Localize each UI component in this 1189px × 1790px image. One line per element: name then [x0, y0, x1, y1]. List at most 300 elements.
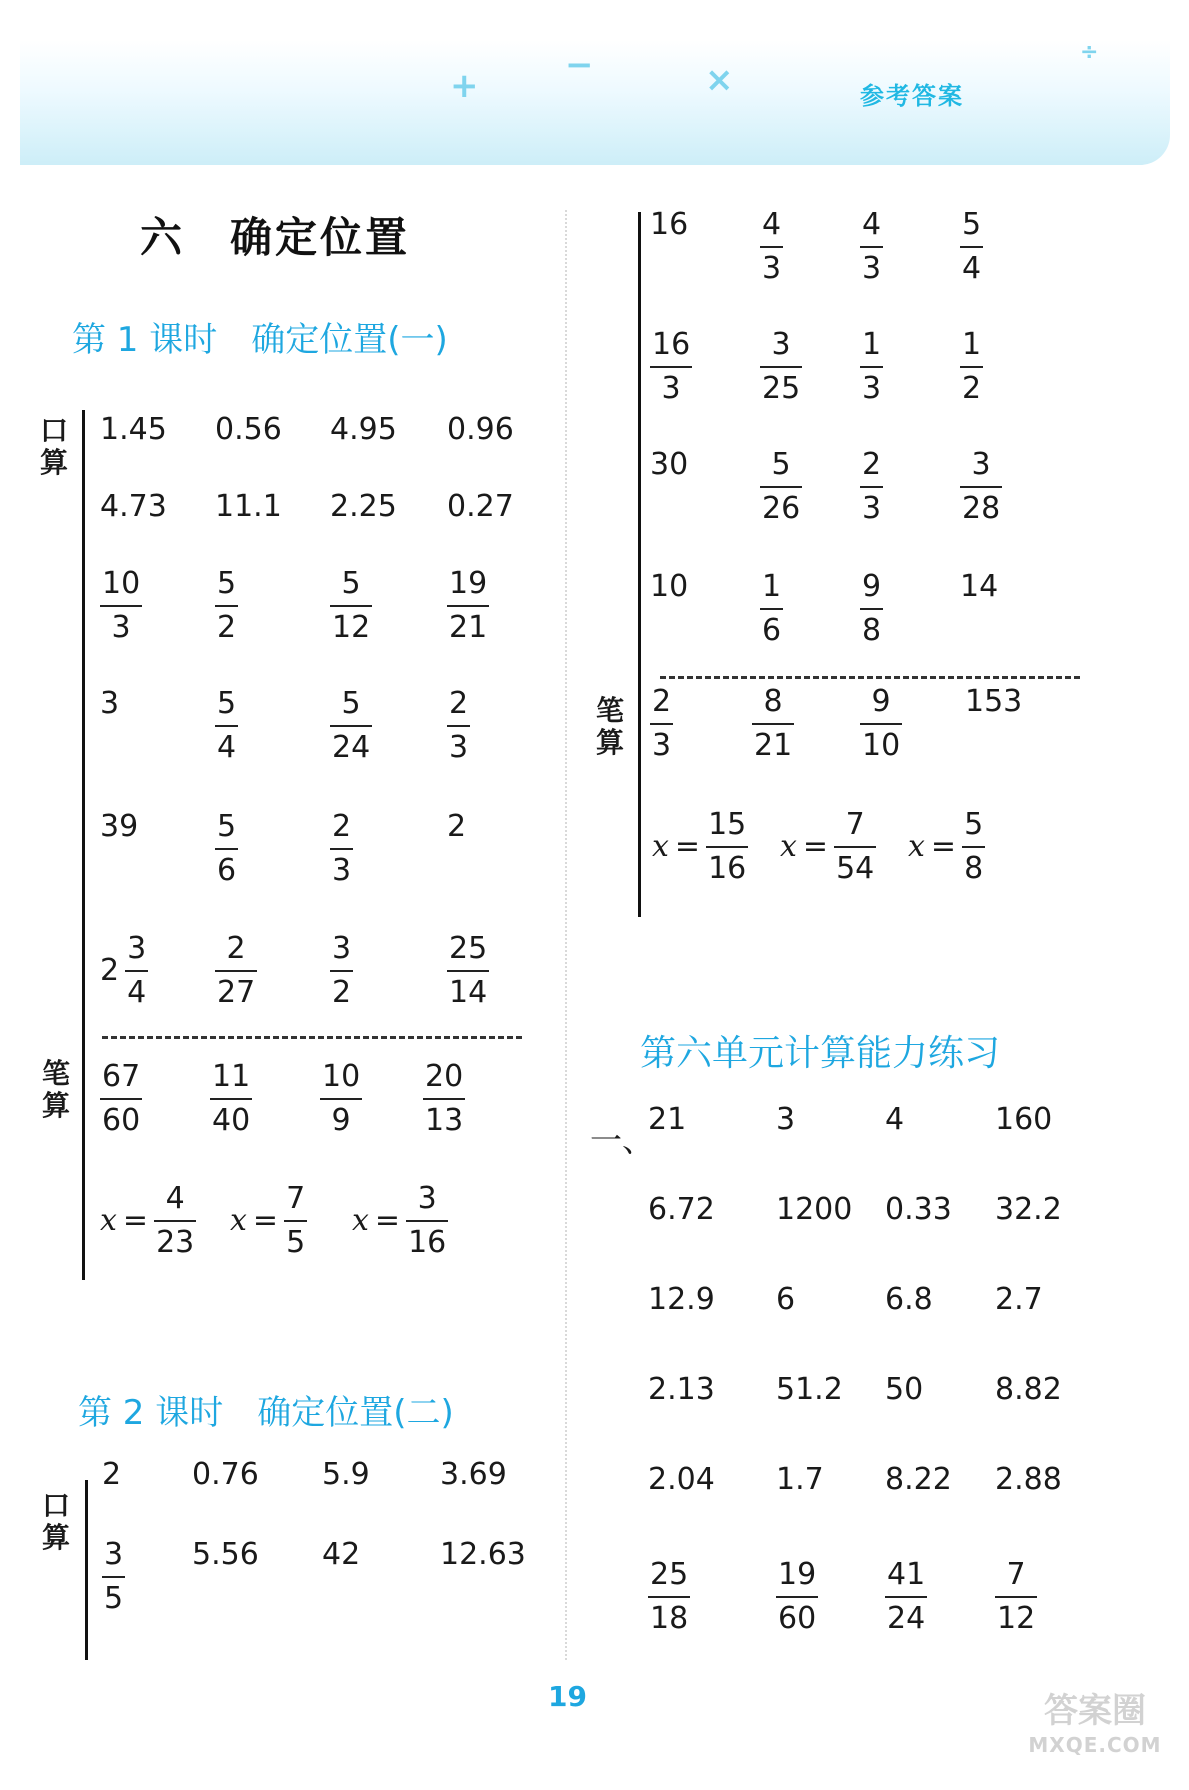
fraction	[860, 328, 883, 406]
fraction-bar	[962, 846, 985, 848]
header-banner	[20, 40, 1170, 165]
answer-cell	[776, 1558, 818, 1636]
denominator: 60	[778, 1601, 817, 1636]
fraction-bar	[102, 1576, 125, 1578]
answer-value: 12.63	[440, 1537, 526, 1572]
numerator: 3	[104, 1537, 124, 1572]
fraction-bar	[215, 848, 238, 850]
header-label: 参考答案	[860, 82, 964, 110]
answer-cell	[885, 1283, 933, 1317]
lesson-1-dash	[102, 1036, 522, 1039]
answer-value: 1200	[776, 1192, 853, 1227]
answer-cell	[885, 1558, 927, 1636]
numerator: 2	[652, 684, 672, 719]
fraction-bar	[860, 366, 883, 368]
numerator: 19	[778, 1557, 817, 1592]
answer-value: 10	[650, 569, 689, 604]
answer-cell	[648, 1558, 690, 1636]
answer-value: 2.88	[995, 1462, 1062, 1497]
denominator: 3	[332, 853, 352, 888]
answer-cell	[885, 1103, 904, 1137]
numerator: 5	[341, 686, 361, 721]
numerator: 8	[763, 684, 783, 719]
answer-value: 0.96	[447, 412, 514, 447]
fraction	[885, 1558, 927, 1636]
page-number: 19	[548, 1680, 587, 1713]
answer-cell	[215, 567, 238, 645]
answer-cell	[650, 208, 688, 242]
numerator: 11	[212, 1059, 251, 1094]
plus-icon: +	[450, 66, 479, 106]
numerator: 7	[286, 1181, 306, 1216]
equation-answer	[100, 1182, 196, 1260]
answer-value: 8.82	[995, 1372, 1062, 1407]
answer-cell	[648, 1373, 715, 1407]
mixed-number	[100, 932, 148, 1010]
answer-cell	[648, 1193, 715, 1227]
denominator: 12	[332, 610, 371, 645]
denominator: 25	[762, 371, 801, 406]
fraction	[215, 932, 257, 1010]
numerator: 7	[845, 807, 865, 842]
numerator: 19	[449, 566, 488, 601]
answer-value: 50	[885, 1372, 924, 1407]
fraction-bar	[125, 970, 148, 972]
watermark-logo	[1020, 1690, 1170, 1782]
answer-value: 2.13	[648, 1372, 715, 1407]
fraction	[960, 328, 983, 406]
answer-cell	[215, 413, 282, 447]
numerator: 41	[887, 1557, 926, 1592]
answer-cell	[423, 1060, 465, 1138]
equation-answer	[780, 808, 876, 886]
fraction-bar	[330, 605, 372, 607]
denominator: 8	[862, 613, 882, 648]
numerator: 4	[165, 1181, 185, 1216]
answer-value: 0.56	[215, 412, 282, 447]
answer-value: 1.7	[776, 1462, 824, 1497]
variable: x	[908, 829, 925, 864]
answer-cell	[100, 1060, 142, 1138]
fraction-bar	[650, 366, 692, 368]
denominator: 3	[661, 371, 681, 406]
fraction-bar	[960, 366, 983, 368]
answer-cell	[100, 490, 167, 524]
denominator: 21	[449, 610, 488, 645]
answer-value: 11.1	[215, 489, 282, 524]
fraction	[330, 687, 372, 765]
fraction	[860, 448, 883, 526]
fraction-bar	[860, 723, 902, 725]
fraction-bar	[760, 486, 802, 488]
answer-value: 0.33	[885, 1192, 952, 1227]
fraction	[406, 1182, 448, 1260]
numerator: 3	[127, 931, 147, 966]
fraction-bar	[995, 1596, 1037, 1598]
fraction	[330, 810, 353, 888]
denominator: 3	[111, 610, 131, 645]
fraction	[330, 567, 372, 645]
right-rule	[638, 212, 641, 917]
answer-value: 6.8	[885, 1282, 933, 1317]
fraction	[860, 685, 902, 763]
fraction-bar	[215, 605, 238, 607]
answer-cell	[230, 1182, 307, 1260]
written-label: 笔算	[595, 694, 624, 759]
denominator: 6	[217, 853, 237, 888]
denominator: 18	[650, 1601, 689, 1636]
fraction-bar	[776, 1596, 818, 1598]
answer-value: 5.56	[192, 1537, 259, 1572]
fraction	[650, 685, 673, 763]
fraction	[154, 1182, 196, 1260]
fraction-bar	[215, 970, 257, 972]
answer-cell	[860, 685, 902, 763]
fraction	[706, 808, 748, 886]
numerator: 5	[217, 566, 237, 601]
right-dash	[660, 676, 1080, 679]
fraction	[752, 685, 794, 763]
denominator: 8	[964, 851, 984, 886]
denominator: 23	[156, 1225, 195, 1260]
answer-cell	[760, 328, 802, 406]
numerator: 16	[652, 327, 691, 362]
denominator: 2	[332, 975, 352, 1010]
numerator: 67	[102, 1059, 141, 1094]
answer-cell	[102, 1458, 121, 1492]
answer-cell	[100, 932, 148, 1010]
answer-cell	[650, 328, 692, 406]
answer-value: 4.95	[330, 412, 397, 447]
equals-sign: =	[930, 829, 957, 864]
denominator: 3	[762, 251, 782, 286]
equation-answer	[352, 1182, 448, 1260]
fraction	[860, 208, 883, 286]
denominator: 12	[997, 1601, 1036, 1636]
answer-value: 32.2	[995, 1192, 1062, 1227]
numerator: 4	[862, 207, 882, 242]
numerator: 5	[964, 807, 984, 842]
variable: x	[230, 1203, 247, 1238]
answer-cell	[776, 1373, 843, 1407]
fraction-bar	[100, 605, 142, 607]
answer-cell	[860, 328, 883, 406]
denominator: 4	[217, 730, 237, 765]
equation-answer	[908, 808, 985, 886]
fraction-bar	[320, 1098, 362, 1100]
whole-part: 2	[100, 953, 120, 988]
denominator: 4	[127, 975, 147, 1010]
equals-sign: =	[122, 1203, 149, 1238]
answer-cell	[447, 932, 489, 1010]
fraction	[760, 208, 783, 286]
fraction	[423, 1060, 465, 1138]
denominator: 27	[217, 975, 256, 1010]
answer-value: 39	[100, 809, 139, 844]
fraction-bar	[330, 970, 353, 972]
answer-cell	[885, 1193, 952, 1227]
answer-cell	[192, 1538, 259, 1572]
answer-value: 2	[102, 1457, 122, 1492]
fraction	[960, 448, 1002, 526]
denominator: 2	[962, 371, 982, 406]
answer-cell	[322, 1538, 360, 1572]
fraction	[834, 808, 876, 886]
fraction	[648, 1558, 690, 1636]
fraction-bar	[154, 1220, 196, 1222]
answer-cell	[960, 328, 983, 406]
answer-cell	[960, 448, 1002, 526]
numerator: 2	[226, 931, 246, 966]
answer-cell	[648, 1103, 686, 1137]
numerator: 3	[771, 327, 791, 362]
numerator: 2	[332, 809, 352, 844]
answer-cell	[650, 448, 688, 482]
answer-cell	[960, 570, 998, 604]
denominator: 60	[102, 1103, 141, 1138]
numerator: 9	[862, 569, 882, 604]
answer-cell	[860, 208, 883, 286]
answer-cell	[100, 687, 119, 721]
answer-cell	[215, 490, 282, 524]
answer-cell	[330, 413, 397, 447]
fraction-bar	[284, 1220, 307, 1222]
fraction-bar	[100, 1098, 142, 1100]
equals-sign: =	[374, 1203, 401, 1238]
answer-value: 2.25	[330, 489, 397, 524]
answer-cell	[102, 1538, 125, 1616]
fraction-bar	[648, 1596, 690, 1598]
oral-label: 口算	[39, 414, 68, 479]
fraction-bar	[752, 723, 794, 725]
fraction	[447, 567, 489, 645]
numerator: 5	[962, 207, 982, 242]
answer-value: 153	[965, 684, 1023, 719]
answer-cell	[330, 932, 353, 1010]
answer-cell	[995, 1373, 1062, 1407]
lesson-1-title: 第 1 课时 确定位置(一)	[72, 320, 448, 360]
answer-cell	[100, 1182, 196, 1260]
numerator: 25	[449, 931, 488, 966]
equation-answer	[230, 1182, 307, 1260]
answer-cell	[776, 1283, 795, 1317]
answer-cell	[650, 570, 688, 604]
column-divider	[565, 210, 567, 1660]
answer-cell	[320, 1060, 362, 1138]
numerator: 3	[417, 1181, 437, 1216]
written-label: 笔算	[41, 1057, 70, 1122]
fraction-bar	[760, 246, 783, 248]
fraction	[962, 808, 985, 886]
denominator: 13	[425, 1103, 464, 1138]
answer-cell	[100, 810, 138, 844]
fraction	[995, 1558, 1037, 1636]
denominator: 14	[449, 975, 488, 1010]
equation-answer	[652, 808, 748, 886]
answer-value: 12.9	[648, 1282, 715, 1317]
answer-value: 3.69	[440, 1457, 507, 1492]
fraction-bar	[834, 846, 876, 848]
fraction-bar	[960, 246, 983, 248]
fraction-bar	[760, 608, 783, 610]
fraction	[776, 1558, 818, 1636]
numerator: 1	[762, 569, 782, 604]
fraction	[447, 932, 489, 1010]
answer-cell	[995, 1193, 1062, 1227]
answer-cell	[776, 1193, 852, 1227]
answer-cell	[965, 685, 1022, 719]
numerator: 1	[862, 327, 882, 362]
fraction-bar	[706, 846, 748, 848]
fraction-bar	[447, 725, 470, 727]
watermark-main: 答案圈	[1044, 1691, 1146, 1731]
oral-label: 口算	[41, 1489, 70, 1554]
answer-cell	[752, 685, 794, 763]
answer-cell	[215, 810, 238, 888]
answer-value: 0.76	[192, 1457, 259, 1492]
fraction-bar	[760, 366, 802, 368]
answer-value: 4	[885, 1102, 905, 1137]
answer-value: 5.9	[322, 1457, 370, 1492]
answer-cell	[860, 448, 883, 526]
fraction	[960, 208, 983, 286]
answer-cell	[760, 570, 783, 648]
answer-value: 6.72	[648, 1192, 715, 1227]
answer-value: 0.27	[447, 489, 514, 524]
practice-title: 第六单元计算能力练习	[640, 1033, 1001, 1074]
numerator: 10	[322, 1059, 361, 1094]
fraction-bar	[330, 848, 353, 850]
numerator: 10	[102, 566, 141, 601]
denominator: 9	[331, 1103, 351, 1138]
numerator: 2	[449, 686, 469, 721]
answer-cell	[908, 808, 985, 886]
fraction	[102, 1538, 125, 1616]
fraction	[330, 932, 353, 1010]
answer-cell	[650, 685, 673, 763]
answer-cell	[215, 687, 238, 765]
answer-value: 1.45	[100, 412, 167, 447]
answer-cell	[960, 208, 983, 286]
denominator: 3	[862, 251, 882, 286]
times-icon: ×	[705, 60, 734, 100]
fraction-bar	[447, 970, 489, 972]
fraction	[215, 810, 238, 888]
denominator: 24	[332, 730, 371, 765]
denominator: 4	[962, 251, 982, 286]
answer-value: 2	[447, 809, 467, 844]
denominator: 26	[762, 491, 801, 526]
answer-cell	[322, 1458, 370, 1492]
answer-value: 3	[776, 1102, 796, 1137]
variable: x	[652, 829, 669, 864]
answer-cell	[447, 490, 514, 524]
fraction	[284, 1182, 307, 1260]
answer-cell	[885, 1373, 923, 1407]
numerator: 4	[762, 207, 782, 242]
answer-cell	[447, 687, 470, 765]
answer-cell	[995, 1283, 1043, 1317]
fraction-bar	[650, 723, 673, 725]
minus-icon: −	[565, 45, 594, 85]
denominator: 10	[862, 728, 901, 763]
numerator: 5	[341, 566, 361, 601]
answer-cell	[447, 413, 514, 447]
answer-cell	[100, 567, 142, 645]
lesson-1-rule	[82, 410, 85, 1280]
answer-value: 51.2	[776, 1372, 843, 1407]
denominator: 16	[708, 851, 747, 886]
answer-cell	[860, 570, 883, 648]
answer-cell	[447, 810, 466, 844]
chapter-title: 六 确定位置	[140, 213, 411, 262]
numerator: 3	[971, 447, 991, 482]
denominator: 5	[286, 1225, 306, 1260]
fraction-bar	[885, 1596, 927, 1598]
fraction-bar	[860, 246, 883, 248]
fraction-bar	[406, 1220, 448, 1222]
denominator: 54	[836, 851, 875, 886]
answer-cell	[760, 208, 783, 286]
practice-prefix: 一、	[590, 1121, 655, 1159]
numerator: 5	[217, 686, 237, 721]
fraction	[760, 328, 802, 406]
variable: x	[780, 829, 797, 864]
answer-cell	[352, 1182, 448, 1260]
denominator: 3	[862, 491, 882, 526]
answer-value: 6	[776, 1282, 796, 1317]
watermark-sub: MXQE.COM	[1028, 1733, 1162, 1757]
answer-value: 2.04	[648, 1462, 715, 1497]
fraction	[100, 567, 142, 645]
answer-cell	[648, 1463, 715, 1497]
answer-cell	[440, 1538, 526, 1572]
answer-value: 2.7	[995, 1282, 1043, 1317]
answer-value: 21	[648, 1102, 687, 1137]
answer-cell	[776, 1463, 824, 1497]
numerator: 5	[217, 809, 237, 844]
fraction	[320, 1060, 362, 1138]
answer-cell	[330, 490, 397, 524]
answer-cell	[776, 1103, 795, 1137]
fraction-bar	[860, 486, 883, 488]
fraction-bar	[447, 605, 489, 607]
answer-value: 4.73	[100, 489, 167, 524]
answer-cell	[330, 810, 353, 888]
denominator: 24	[887, 1601, 926, 1636]
fraction	[760, 570, 783, 648]
denominator: 6	[762, 613, 782, 648]
answer-value: 42	[322, 1537, 361, 1572]
answer-cell	[780, 808, 876, 886]
fraction	[760, 448, 802, 526]
fraction	[215, 567, 238, 645]
denominator: 28	[962, 491, 1001, 526]
answer-value: 16	[650, 207, 689, 242]
fraction-bar	[860, 608, 883, 610]
variable: x	[352, 1203, 369, 1238]
numerator: 7	[1006, 1557, 1026, 1592]
lesson-2-title: 第 2 课时 确定位置(二)	[78, 1393, 454, 1433]
denominator: 5	[104, 1581, 124, 1616]
answer-cell	[995, 1463, 1062, 1497]
divide-icon: ÷	[1080, 40, 1099, 65]
answer-cell	[440, 1458, 507, 1492]
fraction	[215, 687, 238, 765]
numerator: 15	[708, 807, 747, 842]
answer-value: 160	[995, 1102, 1053, 1137]
fraction	[125, 932, 148, 1010]
